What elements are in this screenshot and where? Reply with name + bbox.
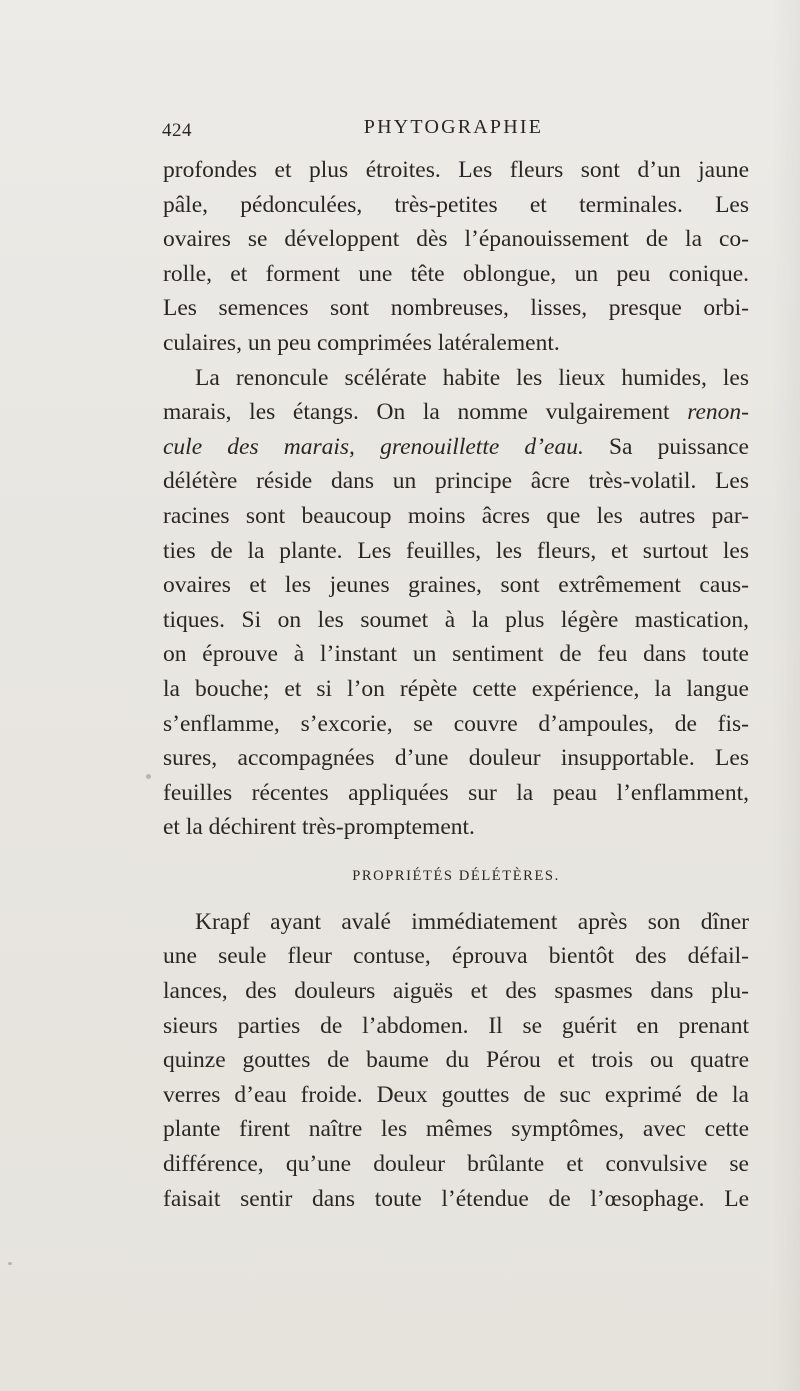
text-line: Les semences sont nombreuses, lisses, presque orbi- <box>163 295 749 322</box>
text-line: La renoncule scélérate habite les lieux humides, les <box>195 364 749 391</box>
text-line: pâle, pédonculées, très-petites et terminales. Les <box>163 191 749 218</box>
text-line: délétère réside dans un principe âcre très-volatil. Les <box>163 468 749 495</box>
italic-fragment: renon- <box>687 399 749 426</box>
text-line <box>163 395 749 430</box>
text-line: une seule fleur contuse, éprouva bientôt des défail- <box>163 943 749 970</box>
scan-speck <box>8 1262 12 1265</box>
text-line: ties de la plante. Les feuilles, les fleurs, et surtout les <box>163 537 749 564</box>
text-line: on éprouve à l’instant un sentiment de feu dans toute <box>163 641 749 668</box>
text-line: et la déchirent très-promptement. <box>163 814 475 841</box>
section-heading: PROPRIÉTÉS DÉLÉTÈRES. <box>352 867 560 884</box>
text-line: quinze gouttes de baume du Pérou et trois ou quatre <box>163 1047 749 1074</box>
text-line: faisait sentir dans toute l’étendue de l’œsophage. Le <box>163 1185 749 1212</box>
text-line: culaires, un peu comprimées latéralement. <box>163 329 560 356</box>
running-title: PHYTOGRAPHIE <box>363 116 544 138</box>
text-line: sures, accompagnées d’une douleur insupportable. Les <box>163 745 749 772</box>
scan-speck <box>146 774 151 779</box>
text-line: ovaires et les jeunes graines, sont extrêmement caus- <box>163 572 749 599</box>
page-number: 424 <box>162 120 192 141</box>
text-line <box>163 430 749 465</box>
italic-fragment: cule des marais, grenouillette d’eau. <box>163 433 584 460</box>
text-line: ovaires se développent dès l’épanouissement de la co- <box>163 226 749 253</box>
text-line: rolle, et forment une tête oblongue, un peu conique. <box>163 260 749 287</box>
text-line: profondes et plus étroites. Les fleurs sont d’un jaune <box>163 157 749 183</box>
text-line: Krapf ayant avalé immédiatement après son dîner <box>195 908 749 935</box>
text-line: la bouche; et si l’on répète cette expérience, la langue <box>163 675 749 702</box>
text-line: feuilles récentes appliquées sur la peau l’enflamment, <box>163 779 749 806</box>
text-fragment: Sa puissance <box>583 433 749 460</box>
text-fragment: marais, les étangs. On la nomme vulgairement <box>163 399 688 426</box>
text-line: plante firent naître les mêmes symptômes, avec cette <box>163 1116 749 1143</box>
text-line: différence, qu’une douleur brûlante et convulsive se <box>163 1151 749 1178</box>
page-header <box>162 116 745 146</box>
text-line: tiques. Si on les soumet à la plus légère mastication, <box>163 606 749 633</box>
text-line: racines sont beaucoup moins âcres que les autres par- <box>163 502 749 529</box>
text-line: sieurs parties de l’abdomen. Il se guérit en prenant <box>163 1012 749 1039</box>
text-line: s’enflamme, s’excorie, se couvre d’ampoules, de fis- <box>163 710 749 737</box>
text-line: lances, des douleurs aiguës et des spasmes dans plu- <box>163 978 749 1005</box>
text-line: verres d’eau froide. Deux gouttes de suc exprimé de la <box>163 1081 749 1108</box>
body-text <box>163 153 749 1216</box>
